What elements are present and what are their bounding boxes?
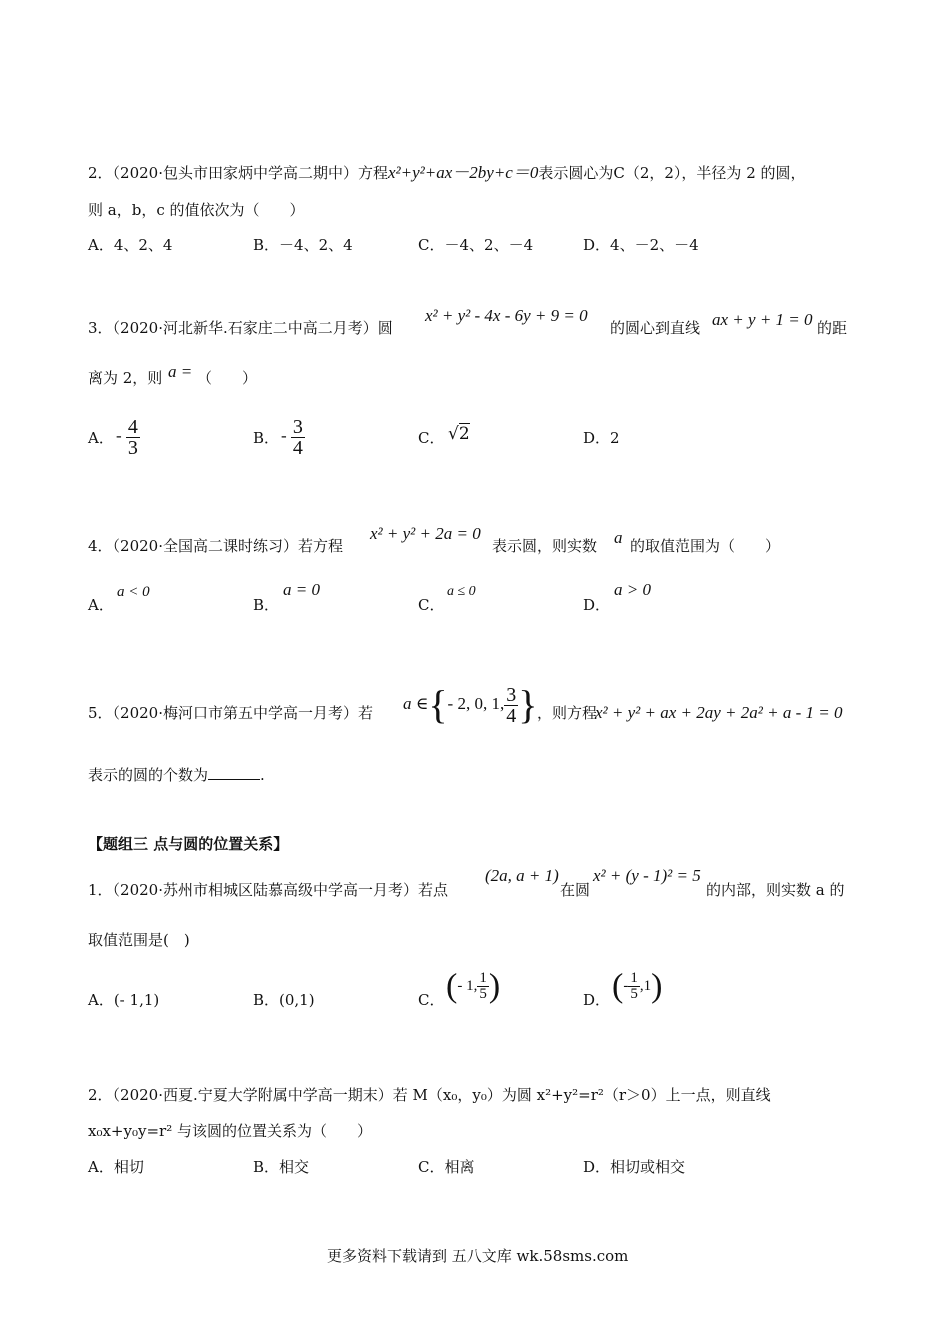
s3q1-option-d-sign: - — [623, 978, 629, 994]
q5-set-num: 3 — [506, 683, 517, 706]
s3q1-option-c-num: 1 — [479, 970, 487, 987]
q2-option-a: A．4、2、4 — [88, 236, 173, 254]
q4-option-a-label: A． — [88, 596, 114, 614]
q3-option-a-fraction — [126, 417, 140, 458]
q5-line2-end: . — [260, 766, 265, 784]
q3-mid: 的圆心到直线 — [610, 319, 701, 337]
q4-option-b-label: B． — [253, 596, 280, 614]
q2-option-b: B．－4、2、4 — [253, 236, 353, 254]
q5-equation: x² + y² + ax + 2ay + 2a² + a - 1 = 0 — [595, 703, 843, 722]
q3-option-a-sign: - — [116, 426, 122, 445]
s3q2-option-d: D．相切或相交 — [583, 1158, 686, 1176]
s3q2-line2: x₀x+y₀y=r² 与该圆的位置关系为（ ） — [88, 1122, 372, 1140]
q3-option-a-den: 3 — [127, 436, 138, 459]
s3q1-option-c-den: 5 — [479, 986, 487, 1003]
q5-set — [403, 672, 537, 737]
q2-line2: 则 a，b，c 的值依次为（ ） — [88, 201, 305, 219]
s3q1-option-d-label: D． — [583, 991, 611, 1009]
q3-option-a-label: A． — [88, 429, 114, 447]
q3-circle-equation: x² + y² - 4x - 6y + 9 = 0 — [425, 306, 588, 325]
s3q1-suffix: 的内部，则实数 a 的 — [706, 881, 845, 899]
q3-line2 — [88, 368, 162, 388]
q3-line2-text: 离为 2，则 — [88, 369, 163, 387]
s3q1-line2: 取值范围是( ) — [88, 931, 190, 949]
s3q1-option-c-fraction — [477, 971, 489, 1002]
s3q1-option-d-right: ,1 — [639, 978, 652, 994]
q3-prefix: 3．（2020·河北新华.石家庄二中高二月考）圆 — [88, 319, 393, 337]
q2-equation: x²+y²+ax－2by+c＝0 — [388, 163, 539, 182]
s3q1-point: (2a, a + 1) — [485, 866, 559, 885]
q5-answer-blank[interactable] — [208, 765, 260, 780]
q3-option-b-sign: - — [281, 426, 287, 445]
q4-var: a — [614, 528, 623, 547]
s3q1-option-c-label: C． — [418, 991, 445, 1009]
s3q1-prefix: 1．（2020·苏州市相城区陆慕高级中学高一月考）若点 — [88, 881, 448, 899]
q2-option-c: C．－4、2、－4 — [418, 236, 534, 254]
footer-download-link[interactable]: 更多资料下载请到 五八文库 wk.58sms.com — [327, 1247, 629, 1265]
q3-option-c-label: C． — [418, 429, 445, 447]
s3q1-option-d-fraction — [628, 971, 640, 1002]
s3q1-mid: 在圆 — [560, 881, 591, 899]
section-heading: 【题组三 点与圆的位置关系】 — [88, 835, 289, 853]
s3q2-option-c: C．相离 — [418, 1158, 475, 1176]
q3-option-d: D．2 — [583, 429, 620, 447]
s3q1-option-d-open: ( — [612, 967, 624, 1005]
q2-mid: 表示圆心为 — [538, 164, 614, 182]
q3-option-b-label: B． — [253, 429, 280, 447]
q5-line2 — [88, 765, 265, 785]
q4-mid: 表示圆，则实数 — [492, 537, 598, 555]
q3-option-c-sqrt: √2 — [448, 424, 470, 444]
s3q1-option-d-close: ) — [651, 967, 663, 1005]
s3q1-option-c — [446, 962, 500, 1011]
q3-option-c-val: 2 — [458, 424, 470, 444]
q4-option-c-label: C． — [418, 596, 445, 614]
q3-option-b-den: 4 — [292, 436, 303, 459]
s3q1-circle: x² + (y - 1)² = 5 — [593, 866, 701, 885]
q4-option-c-value: a ≤ 0 — [447, 584, 476, 599]
q2-center: C（2，2），半径为 2 的圆， — [613, 164, 806, 182]
s3q1-option-c-left: - 1, — [457, 978, 478, 994]
q3-option-b-num: 3 — [292, 415, 303, 438]
q5-mid: ，则方程 — [537, 704, 598, 722]
s3q1-option-d-den: 5 — [630, 986, 638, 1003]
q5-set-close-brace: } — [518, 682, 538, 728]
q4-equation: x² + y² + 2a = 0 — [370, 524, 481, 543]
q3-option-a — [116, 406, 140, 466]
s3q2-line1: 2．（2020·西夏.宁夏大学附属中学高一期末）若 M（x₀，y₀）为圆 x²+y²=r²（r＞0）上一点，则直线 — [88, 1086, 771, 1104]
q5-set-den: 4 — [506, 704, 517, 727]
s3q1-option-a: A．(- 1,1) — [88, 991, 160, 1009]
q2-option-d: D．4、－2、－4 — [583, 236, 699, 254]
q5-set-open-brace: { — [428, 682, 448, 728]
q2-line1 — [88, 163, 806, 183]
q5-line2-text: 表示的圆的个数为 — [88, 766, 209, 784]
q5-set-fraction — [504, 685, 518, 726]
q4-suffix: 的取值范围为（ ） — [630, 537, 781, 555]
q2-prefix: 2．（2020·包头市田家炳中学高二期中）方程 — [88, 164, 388, 182]
q3-option-b-fraction — [291, 417, 305, 458]
q3-line2-math: a = — [168, 362, 193, 381]
s3q1-option-c-close: ) — [488, 967, 501, 1005]
s3q1-option-d — [612, 962, 662, 1011]
s3q1-option-b: B．(0,1) — [253, 991, 315, 1009]
q4-option-b-value: a = 0 — [283, 580, 320, 599]
q3-line2-paren: （ ） — [197, 369, 258, 387]
s3q2-option-a: A．相切 — [88, 1158, 144, 1176]
s3q1-option-c-open: ( — [446, 967, 458, 1005]
q4-option-d-value: a > 0 — [614, 580, 651, 599]
s3q2-option-b: B．相交 — [253, 1158, 310, 1176]
q3-option-b — [281, 406, 305, 466]
q4-option-a-value: a < 0 — [117, 584, 150, 600]
q3-line-equation: ax + y + 1 = 0 — [712, 310, 813, 329]
q3-option-a-num: 4 — [127, 415, 138, 438]
q5-prefix: 5．（2020·梅河口市第五中学高一月考）若 — [88, 704, 373, 722]
q4-option-d-label: D． — [583, 596, 611, 614]
q5-set-body: - 2, 0, 1, — [447, 694, 505, 713]
s3q1-option-d-num: 1 — [630, 970, 638, 987]
q5-set-lhs: a ∈ — [403, 694, 429, 713]
q3-suffix: 的距 — [817, 319, 848, 337]
q4-prefix: 4．（2020·全国高二课时练习）若方程 — [88, 537, 343, 555]
